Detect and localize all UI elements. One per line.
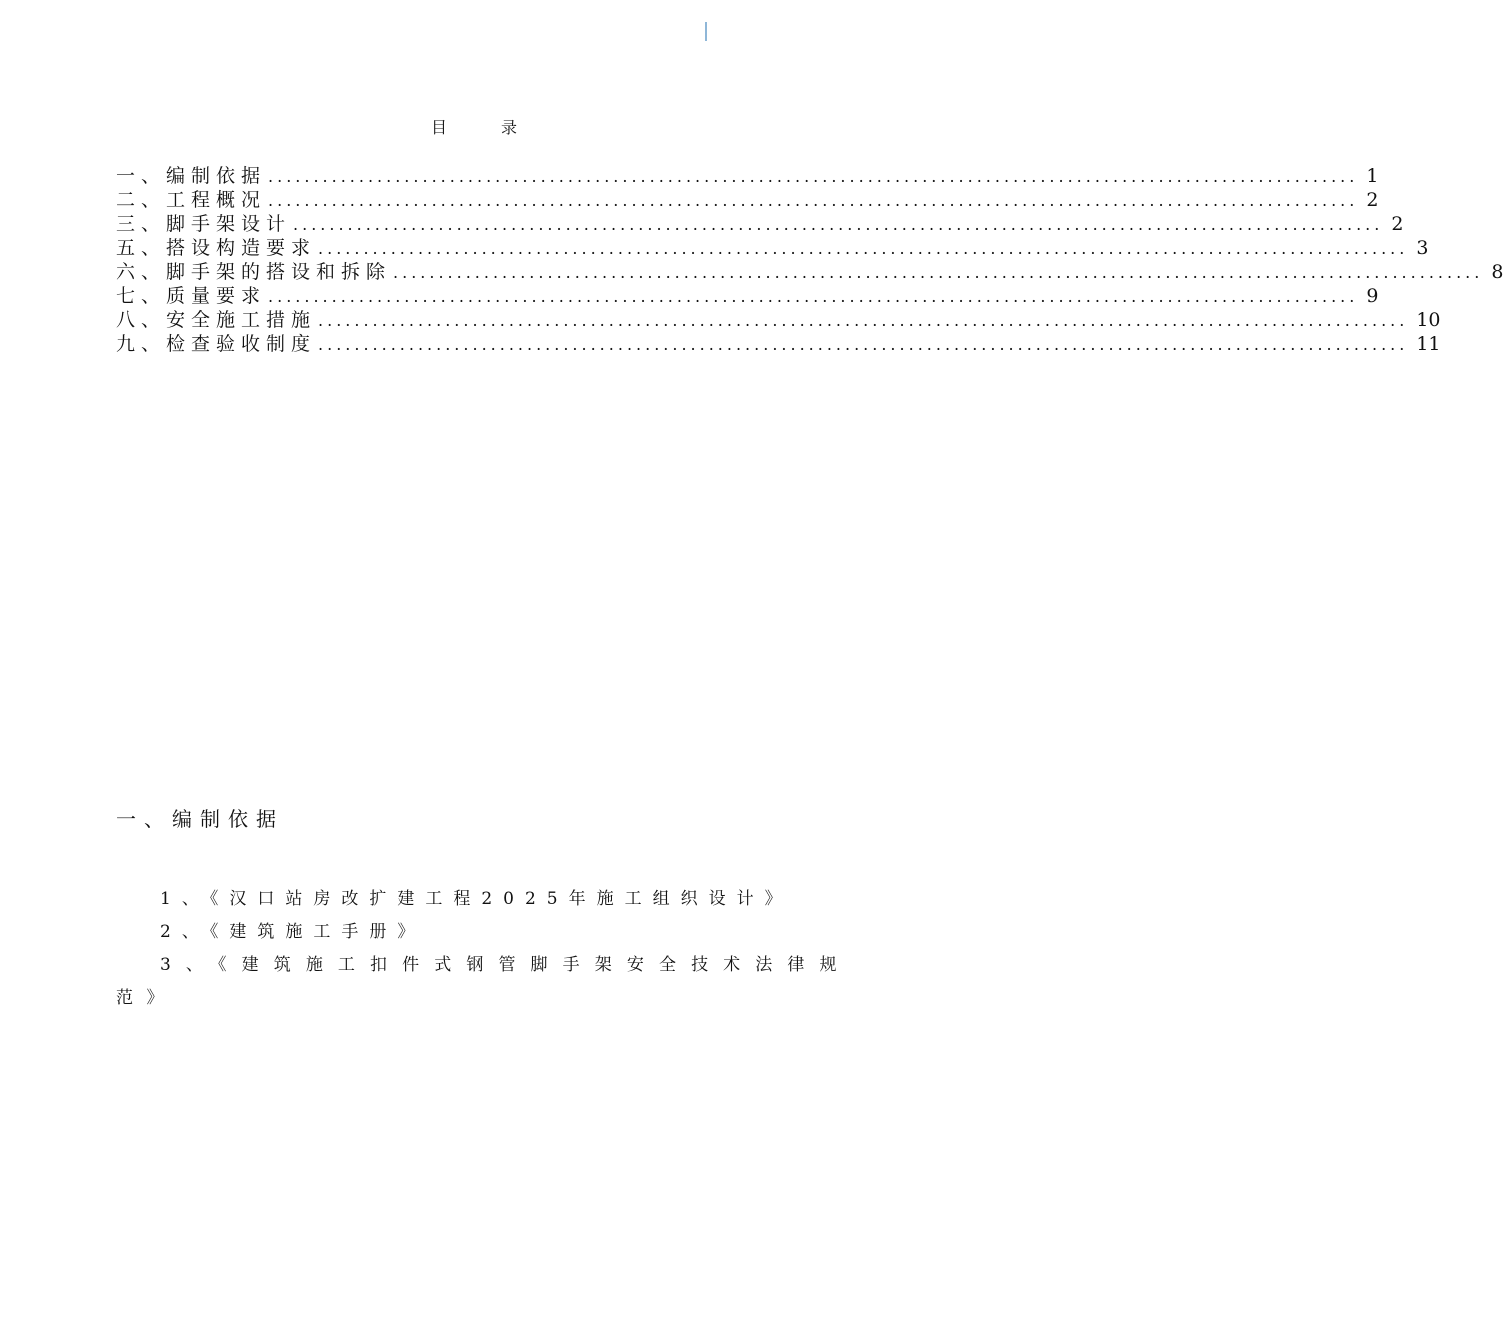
toc-leader-dots: ........................................................................................................................ — [268, 287, 1359, 306]
toc-entry-page: 11 — [1416, 333, 1441, 355]
reference-item: 3、《建筑施工扣件式钢管脚手架安全技术法律规范》 — [116, 955, 850, 1008]
toc-entry-page: 9 — [1366, 285, 1379, 307]
section-heading: 一、编制依据 — [116, 807, 284, 831]
toc-leader-dots: ........................................................................................................................ — [268, 167, 1359, 186]
toc-entry-label: 六、脚手架的搭设和拆除 — [116, 261, 392, 283]
toc-leader-dots: ........................................................................................................................ — [318, 239, 1409, 258]
toc-entry[interactable] — [116, 212, 1404, 236]
text-cursor-mark — [705, 22, 707, 41]
toc-leader-dots: ........................................................................................................................ — [318, 335, 1409, 354]
toc-entry-label: 一、编制依据 — [116, 165, 267, 187]
toc-title — [0, 115, 950, 138]
reference-list — [116, 883, 850, 1015]
toc-entry-label: 八、安全施工措施 — [116, 309, 317, 331]
toc-entry-label: 二、工程概况 — [116, 189, 267, 211]
toc-entry-label: 九、检查验收制度 — [116, 333, 317, 355]
toc-entry[interactable] — [116, 236, 1429, 260]
toc-entry[interactable] — [116, 308, 1441, 332]
toc-entry-label: 七、质量要求 — [116, 285, 267, 307]
toc-entry-page: 10 — [1416, 309, 1441, 331]
toc-entry-label: 五、搭设构造要求 — [116, 237, 317, 259]
toc-leader-dots: ........................................................................................................................ — [393, 263, 1484, 282]
toc-entry-page: 3 — [1416, 237, 1429, 259]
toc-leader-dots: ........................................................................................................................ — [318, 311, 1409, 330]
toc-title-part-1: 目 — [430, 118, 449, 137]
toc-entry[interactable] — [116, 284, 1379, 308]
toc-leader-dots: ........................................................................................................................ — [268, 191, 1359, 210]
table-of-contents — [116, 164, 1503, 356]
toc-entry-page: 1 — [1366, 165, 1379, 187]
toc-entry-page: 8 — [1491, 261, 1503, 283]
toc-entry-page: 2 — [1391, 213, 1404, 235]
toc-entry[interactable] — [116, 164, 1379, 188]
toc-entry-page: 2 — [1366, 189, 1379, 211]
reference-item: 2、《建筑施工手册》 — [160, 922, 426, 942]
toc-entry[interactable] — [116, 188, 1379, 212]
toc-entry[interactable] — [116, 332, 1441, 356]
toc-leader-dots: ........................................................................................................................ — [293, 215, 1384, 234]
reference-item: 1、《汉口站房改扩建工程2025年施工组织设计》 — [160, 889, 793, 909]
toc-entry[interactable] — [116, 260, 1503, 284]
toc-title-part-2: 录 — [501, 118, 520, 137]
toc-entry-label: 三、脚手架设计 — [116, 213, 292, 235]
